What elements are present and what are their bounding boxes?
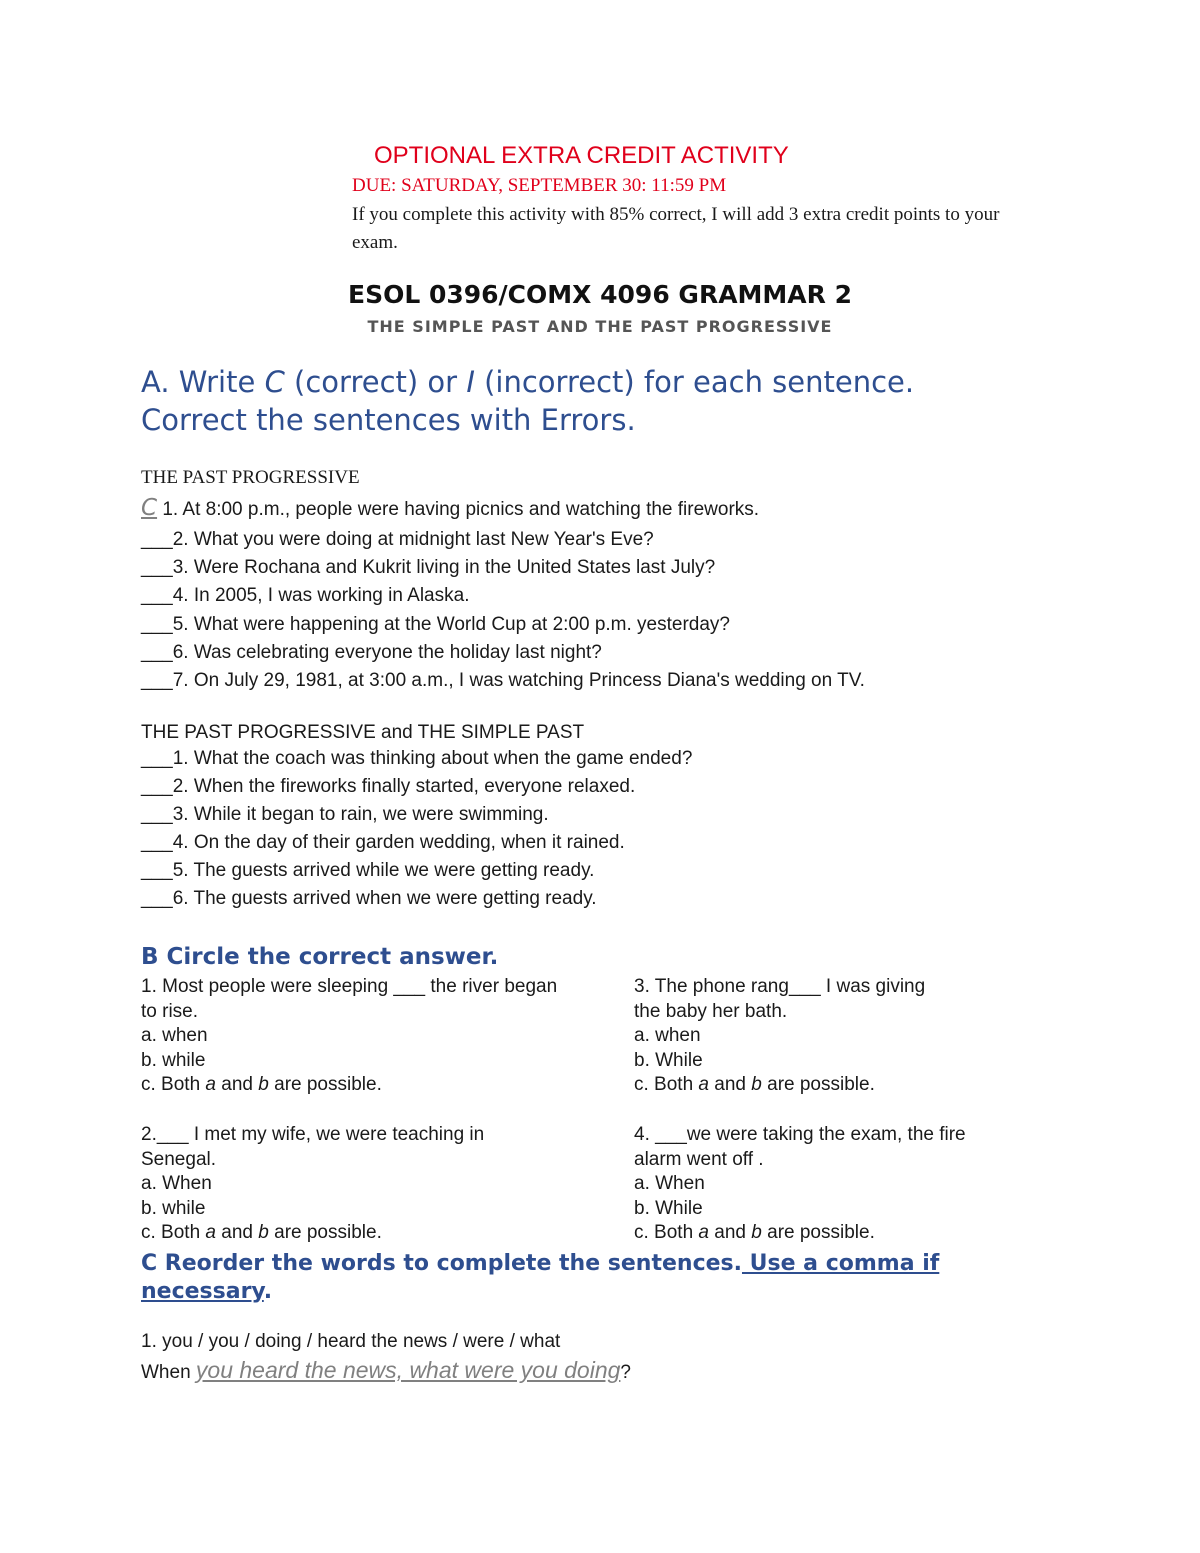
part2-item: ___5. The guests arrived while we were getting ready.: [141, 860, 595, 881]
question-text: 1. Most people were sleeping ___ the river began: [141, 976, 558, 997]
question-text: alarm went off .: [634, 1148, 764, 1170]
section-a-heading-i: I: [466, 365, 475, 399]
reorder-words: 1. you / you / doing / heard the news / were / what: [141, 1331, 561, 1352]
option-a: a. When: [634, 1173, 705, 1194]
part2-item: ___1. What the coach was thinking about when the game ended?: [141, 748, 693, 769]
answer-text: you heard the news, what were you doing: [195, 1357, 621, 1383]
question-b2: [141, 1123, 484, 1246]
extra-credit-intro: If you complete this activity with 85% correct, I will add 3 extra credit points to your exam.: [352, 204, 1000, 253]
section-c-heading-end: .: [263, 1279, 273, 1304]
option-a: a. when: [634, 1025, 701, 1046]
part1-item: ___4. In 2005, I was working in Alaska.: [141, 585, 470, 606]
answer-prefix: When: [141, 1362, 196, 1383]
answer-suffix: ?: [620, 1362, 631, 1383]
section-a-heading-c: C: [264, 365, 285, 399]
option-a: a. when: [141, 1025, 208, 1046]
part2-item: ___4. On the day of their garden wedding, when it rained.: [141, 832, 625, 853]
section-c-heading-underlined: Use a comma if necessary: [141, 1251, 940, 1304]
answer-mark: C: [141, 495, 158, 521]
question-text: 4. ___we were taking the exam, the fire: [634, 1124, 966, 1145]
section-a-heading: [141, 363, 1101, 439]
question-text: Senegal.: [141, 1148, 217, 1170]
question-text: to rise.: [141, 1000, 199, 1022]
option-c: c. Both a and b are possible.: [634, 1222, 875, 1243]
question-b4: [634, 1123, 966, 1246]
part2-item: ___2. When the fireworks finally started, everyone relaxed.: [141, 776, 636, 797]
option-b: b. while: [141, 1049, 206, 1071]
option-a: a. When: [141, 1173, 212, 1194]
question-text: 3. The phone rang___ I was giving: [634, 976, 926, 997]
due-date: DUE: SATURDAY, SEPTEMBER 30: 11:59 PM: [352, 175, 727, 196]
section-a-heading-part: (correct) or: [284, 365, 467, 399]
part1-item: ___5. What were happening at the World Cup at 2:00 p.m. yesterday?: [141, 614, 730, 635]
course-subtitle: THE SIMPLE PAST AND THE PAST PROGRESSIVE: [367, 317, 833, 336]
section-a-heading-part: (incorrect) for each sentence.: [474, 365, 915, 399]
section-c-heading-text: C Reorder the words to complete the sentences.: [141, 1251, 742, 1276]
part1-item: ___7. On July 29, 1981, at 3:00 a.m., I was watching Princess Diana's wedding on TV.: [141, 670, 865, 691]
option-b: b. While: [634, 1197, 703, 1219]
option-c: c. Both a and b are possible.: [634, 1074, 875, 1095]
option-c: c. Both a and b are possible.: [141, 1222, 382, 1243]
question-b3: [634, 975, 925, 1098]
part1-item: ___3. Were Rochana and Kukrit living in the United States last July?: [141, 557, 716, 578]
part1-item: ___6. Was celebrating everyone the holiday last night?: [141, 642, 602, 663]
item-text: 1. At 8:00 p.m., people were having picnics and watching the fireworks.: [157, 499, 760, 520]
part1-item: ___2. What you were doing at midnight last New Year's Eve?: [141, 529, 654, 550]
question-text: the baby her bath.: [634, 1000, 788, 1022]
reorder-answer-line: [141, 1357, 631, 1384]
question-text: 2.___ I met my wife, we were teaching in: [141, 1124, 485, 1145]
course-title: ESOL 0396/COMX 4096 GRAMMAR 2: [348, 280, 852, 309]
part2-title: THE PAST PROGRESSIVE and THE SIMPLE PAST: [141, 722, 585, 743]
option-c: c. Both a and b are possible.: [141, 1074, 382, 1095]
part1-item: [141, 495, 759, 521]
extra-credit-title: OPTIONAL EXTRA CREDIT ACTIVITY: [374, 142, 789, 169]
question-b1: [141, 975, 557, 1098]
part2-item: ___6. The guests arrived when we were getting ready.: [141, 888, 597, 909]
option-b: b. While: [634, 1049, 703, 1071]
part1-title: THE PAST PROGRESSIVE: [141, 467, 360, 488]
part2-item: ___3. While it began to rain, we were swimming.: [141, 804, 549, 825]
option-b: b. while: [141, 1197, 206, 1219]
section-b-heading: B Circle the correct answer.: [141, 944, 499, 970]
section-a-heading-part: A. Write: [141, 365, 265, 399]
section-c-heading: [141, 1250, 1041, 1306]
section-a-heading-line2: Correct the sentences with Errors.: [141, 403, 636, 437]
